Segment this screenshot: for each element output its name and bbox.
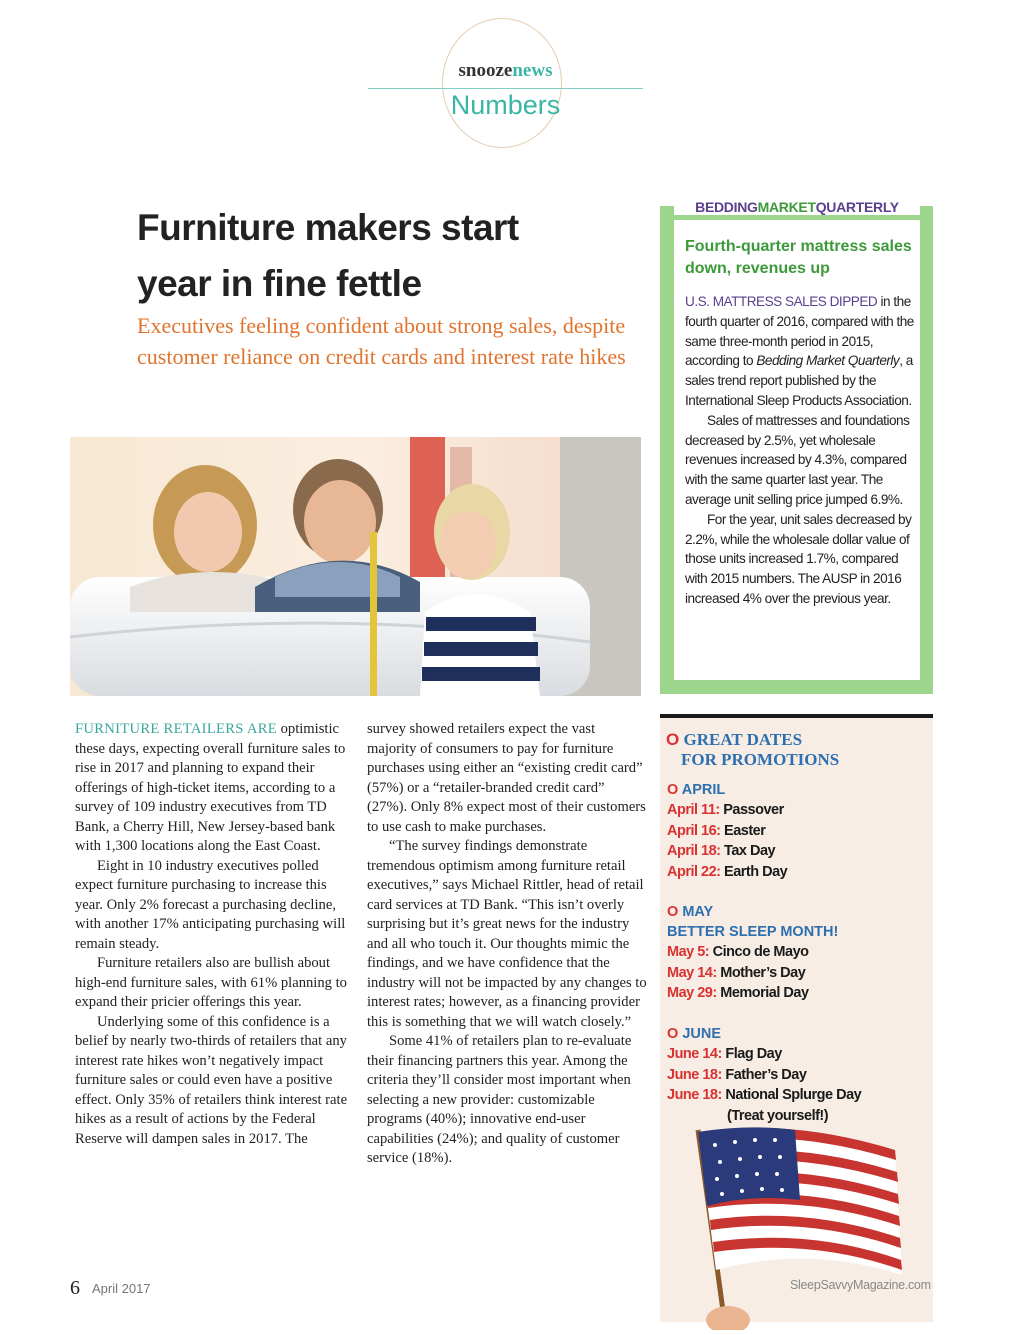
may-section <box>667 902 927 1004</box>
month-theme: BETTER SLEEP MONTH! <box>667 924 839 940</box>
brand-part-b: news <box>512 60 553 81</box>
month-label: APRIL <box>681 782 726 798</box>
article-paragraph: Underlying some of this confidence is a belief by nearly two-thirds of retailers that any interest rate hikes won’t negatively impact furniture sales or could even have a positive effect. Only 35% of retailers think interest rate hikes as a result of actions by the Federal Reserve will dampen sales in 2017. The <box>75 1013 348 1147</box>
event-item: April 22: Earth Day <box>667 863 788 880</box>
article-photo <box>70 437 641 696</box>
event-item: April 18: Tax Day <box>667 843 776 859</box>
bullet-icon: O <box>666 730 680 749</box>
event-item: April 11: Passover <box>667 802 784 818</box>
article-column-2 <box>367 720 647 1169</box>
event-item: May 29: Memorial Day <box>667 985 809 1001</box>
bullet-icon: O <box>667 904 679 920</box>
event-item: May 14: Mother’s Day <box>667 964 806 981</box>
sidebar-paragraph: Sales of mattresses and foundations decreased by 2.5%, yet wholesale revenues increased by 4.3%, compared with the same quarter last year. The average unit selling price jumped 6.9%. <box>685 412 910 507</box>
sidebar-paragraph: U.S. MATTRESS SALES DIPPED in the fourth quarter of 2016, compared with the same three-month period in 2015, according to Bedding Market Quarterly, a sales trend report published by the International Sleep Products Association. <box>685 294 914 408</box>
section-title: Numbers <box>450 90 561 120</box>
article-deck: Executives feeling confident about strong sales, despite customer reliance on credit cards and interest rate hikes <box>137 313 626 369</box>
june-section <box>667 1024 927 1126</box>
brand-part-a: snooze <box>458 60 513 81</box>
event-note: (Treat yourself!) <box>727 1107 829 1124</box>
article-paragraph: “The survey findings demonstrate tremendous optimism among furniture retail executives,” says Michael Rittler, head of retail card services at TD Bank. “This isn’t overly surprising but it’s great news for the industry and all who touch it. Our thoughts mimic the findings, and we have confidence that the industry will not be impacted by any changes to interest rates; however, as a financing provider this is something that we will watch closely.” <box>367 838 647 1030</box>
month-label: MAY <box>682 904 714 920</box>
promotions-title: O GREAT DATES FOR PROMOTIONS <box>666 730 840 769</box>
event-item: June 18: National Splurge Day <box>667 1087 862 1103</box>
sidebar-lead: U.S. MATTRESS SALES DIPPED <box>685 294 878 309</box>
masthead-rule <box>368 88 643 89</box>
article-headline <box>137 200 607 312</box>
event-item: June 18: Father’s Day <box>667 1066 807 1083</box>
article-paragraph: Some 41% of retailers plan to re-evaluate their financing partners this year. Among the criteria they’ll consider most important when selecting a new provider: customizable programs (40%); innovative end-user capabilities (24%); and quality of customer service (18%). <box>367 1033 632 1166</box>
brand-logo <box>368 60 643 82</box>
bullet-icon: O <box>667 782 679 798</box>
flag-icon <box>680 1120 920 1330</box>
bullet-icon: O <box>667 1026 679 1042</box>
month-label: JUNE <box>682 1026 721 1042</box>
headline-line-2: year in fine fettle <box>137 263 422 304</box>
promotions-top-rule <box>660 714 933 718</box>
site-url: SleepSavvyMagazine.com <box>790 1278 931 1292</box>
sidebar-title: BEDDINGMARKETQUARTERLY <box>674 199 920 215</box>
article-paragraph: Eight in 10 industry executives polled expect furniture purchasing to increase this year. Only 2% forecast a purchasing decline, with another 17% anticipating purchasing will remain steady. <box>75 857 346 952</box>
article-paragraph: Furniture retailers also are bullish about high-end furniture sales, with 61% planning to expand their pricier offerings this year. <box>75 955 347 1010</box>
article-paragraph: survey showed retailers expect the vast majority of consumers to pay for furniture purchases using either an “existing credit card” (57%) or a “retailer-branded credit card” (27%). Only 8% expect most of their customers to use cash to make purchases. <box>367 721 646 835</box>
logo-circle <box>442 18 562 148</box>
event-item: May 5: Cinco de Mayo <box>667 944 809 960</box>
sidebar-headline: Fourth-quarter mattress sales down, revenues up <box>685 238 912 277</box>
event-item: April 16: Easter <box>667 822 766 839</box>
headline-line-1: Furniture makers start <box>137 207 519 248</box>
article-paragraph: FURNITURE RETAILERS ARE optimistic these days, expecting overall furniture sales to rise in 2017 and planning to expand their offerings of high-ticket items, according to a survey of 109 industry executives from TD Bank, a Cherry Hill, New Jersey-based bank with 1,300 locations along the East Coast. <box>75 721 346 854</box>
issue-date: April 2017 <box>92 1281 151 1296</box>
event-item: June 14: Flag Day <box>667 1046 782 1062</box>
article-lead: FURNITURE RETAILERS ARE <box>75 721 277 737</box>
sidebar-body <box>685 292 917 609</box>
sidebar-paragraph: For the year, unit sales decreased by 2.2%, while the wholesale dollar value of those units increased 1.7%, compared with 2015 numbers. The AUSP in 2016 increased 4% over the previous year. <box>685 511 912 606</box>
april-section <box>667 780 927 882</box>
page-number: 6 <box>70 1277 80 1299</box>
article-column-1 <box>75 720 355 1149</box>
